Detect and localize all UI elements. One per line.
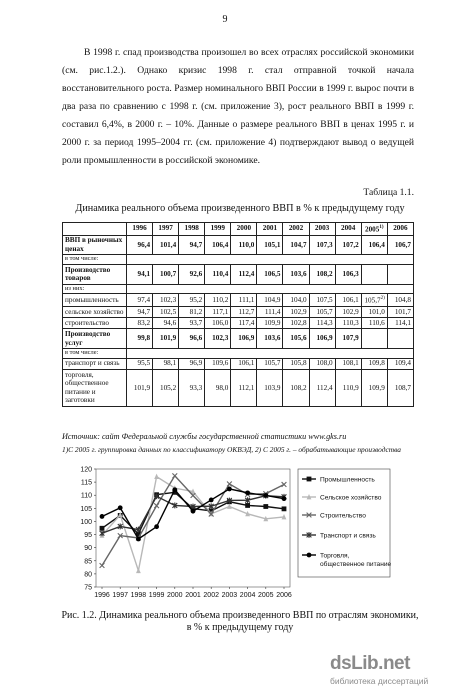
paragraph-text: В 1998 г. спад производства произошел во всех отраслях российской экономики (см. рис.1.2.). Однако кризис 1998 г. стал отправной точкой начала восстановительного роста. Размер номинального ВВП России в 1999 г. вырос почти в два раза по сравнению с 1998 г. (см. приложение 3), рост реального ВВП в 1999 г. составил 6,4%, в 2000 г. – 10%. Данные о размере реального ВВП в ценах 1995 г. и 2000 г. за период 1995–2004 гг. (см. приложение 4) подтверждают вывод о ведущей роли промышленности в российской экономике. <box>62 47 414 166</box>
value-cell: 105,7$^{2)}$ <box>361 294 387 307</box>
gdp-line-chart <box>72 463 392 609</box>
value-cell: 117,1 <box>205 306 231 317</box>
table-label: Таблица 1.1. <box>363 187 414 198</box>
series-3-point <box>227 482 232 487</box>
series-5-point <box>245 490 250 495</box>
value-cell: 101,9 <box>153 329 179 349</box>
series-1-point <box>282 506 287 511</box>
value-cell: 114,3 <box>309 318 335 329</box>
series-5-point <box>136 537 141 542</box>
table-row <box>63 358 414 369</box>
value-cell: 108,0 <box>309 358 335 369</box>
value-cell: 106,4 <box>205 235 231 255</box>
series-2-point <box>136 568 141 573</box>
value-cell: 106,1 <box>335 294 361 307</box>
value-cell <box>387 264 413 284</box>
series-2-point <box>154 474 159 479</box>
value-cell: 106,3 <box>335 264 361 284</box>
y-tick-label: 100 <box>80 518 92 526</box>
value-cell: 103,9 <box>257 369 283 406</box>
value-cell: 95,2 <box>179 294 205 307</box>
year-header-2004: 2004 <box>335 223 361 236</box>
value-cell: 97,4 <box>127 294 153 307</box>
series-3-point <box>172 473 177 478</box>
value-cell: 105,7 <box>257 358 283 369</box>
value-cell: 110,3 <box>335 318 361 329</box>
value-cell: 102,3 <box>205 329 231 349</box>
value-cell: 106,1 <box>231 358 257 369</box>
value-cell: 106,5 <box>257 264 283 284</box>
value-cell: 112,1 <box>231 369 257 406</box>
table-row <box>63 349 414 359</box>
value-cell: 112,7 <box>231 306 257 317</box>
value-cell: 106,7 <box>387 235 413 255</box>
value-cell: 111,4 <box>257 306 283 317</box>
x-tick-label: 2000 <box>167 592 183 599</box>
value-cell: 101,9 <box>127 369 153 406</box>
value-cell: 103,6 <box>257 329 283 349</box>
row-label: в том числе: <box>63 255 127 265</box>
value-cell: 105,7 <box>309 306 335 317</box>
series-line-4 <box>102 496 284 533</box>
year-header-1999: 1999 <box>205 223 231 236</box>
value-cell: 109,9 <box>361 369 387 406</box>
cell-footnote-mark: 2) <box>380 296 385 302</box>
value-cell: 98,1 <box>153 358 179 369</box>
value-cell: 105,2 <box>153 369 179 406</box>
value-cell: 94,6 <box>153 318 179 329</box>
value-cell: 81,2 <box>179 306 205 317</box>
x-tick-label: 1996 <box>94 592 110 599</box>
gdp-table <box>62 222 414 407</box>
value-cell: 109,8 <box>361 358 387 369</box>
value-cell: 102,9 <box>283 306 309 317</box>
x-tick-label: 1999 <box>148 592 165 599</box>
row-label: сельское хозяйство <box>63 306 127 317</box>
footnote: 1)С 2005 г. группировка данных по классификатору ОКВЭД, 2) С 2005 г. – обрабатывающие производства <box>62 445 401 454</box>
value-cell: 117,4 <box>231 318 257 329</box>
series-3-point <box>100 563 105 568</box>
series-5-point <box>154 524 159 529</box>
value-cell: 102,9 <box>335 306 361 317</box>
x-tick-label: 2006 <box>276 592 292 599</box>
value-cell: 110,6 <box>361 318 387 329</box>
body-paragraph <box>62 44 414 170</box>
value-cell: 96,4 <box>127 235 153 255</box>
x-tick-label: 1997 <box>112 592 128 599</box>
value-cell: 101,7 <box>387 306 413 317</box>
y-tick-label: 80 <box>84 571 92 579</box>
value-cell: 99,8 <box>127 329 153 349</box>
year-header-2002: 2002 <box>283 223 309 236</box>
table-row <box>63 329 414 349</box>
row-label: промышленность <box>63 294 127 307</box>
figure-caption: Рис. 1.2. Динамика реального объема произведенного ВВП по отраслям экономики, в % к предыдущему году <box>61 610 419 633</box>
year-header-1996: 1996 <box>127 223 153 236</box>
empty-span-cell <box>127 255 414 265</box>
y-tick-label: 85 <box>84 558 92 566</box>
year-header-2003: 2003 <box>309 223 335 236</box>
y-tick-label: 75 <box>84 584 92 592</box>
series-5-point <box>227 487 232 492</box>
value-cell: 109,6 <box>205 358 231 369</box>
value-cell: 94,1 <box>127 264 153 284</box>
watermark-logo <box>330 653 440 691</box>
table-row <box>63 306 414 317</box>
row-label: из них: <box>63 284 127 294</box>
table-row <box>63 318 414 329</box>
series-5-point <box>100 514 105 519</box>
row-label: Производство услуг <box>63 329 127 349</box>
legend-label: Промышленность <box>320 476 375 484</box>
value-cell: 110,4 <box>205 264 231 284</box>
value-cell: 107,9 <box>335 329 361 349</box>
x-tick-label: 2004 <box>239 592 256 599</box>
year-header-1998: 1998 <box>179 223 205 236</box>
y-tick-label: 105 <box>80 505 92 513</box>
value-cell: 102,8 <box>283 318 309 329</box>
series-5-point <box>118 505 123 510</box>
value-cell: 83,2 <box>127 318 153 329</box>
value-cell: 95,5 <box>127 358 153 369</box>
table-row <box>63 294 414 307</box>
series-1-point <box>245 503 250 508</box>
table-caption: Динамика реального объема произведенного ВВП в % к предыдущему году <box>75 203 405 214</box>
value-cell: 98,0 <box>205 369 231 406</box>
value-cell: 105,1 <box>257 235 283 255</box>
value-cell: 112,4 <box>231 264 257 284</box>
value-cell: 104,7 <box>283 235 309 255</box>
series-5-point <box>209 498 214 503</box>
table-row <box>63 264 414 284</box>
watermark-tagline: библиотека диссертаций <box>330 676 429 686</box>
value-cell <box>387 329 413 349</box>
source-note: Источник: сайт Федеральной службы государственной статистики www.gks.ru <box>62 432 347 441</box>
watermark-brand: dsLib.net <box>330 653 410 674</box>
y-tick-label: 120 <box>80 466 92 474</box>
value-cell: 102,3 <box>153 294 179 307</box>
year-header-2006: 2006 <box>387 223 413 236</box>
value-cell: 108,1 <box>335 358 361 369</box>
y-tick-label: 115 <box>80 479 92 487</box>
value-cell: 106,0 <box>205 318 231 329</box>
value-cell <box>361 264 387 284</box>
row-label: строительство <box>63 318 127 329</box>
year-footnote-mark: 1) <box>379 224 384 230</box>
x-tick-label: 2003 <box>221 592 238 599</box>
x-tick-label: 1998 <box>130 592 147 599</box>
value-cell: 114,1 <box>387 318 413 329</box>
series-1-point <box>263 504 268 509</box>
legend-label: общественное питание <box>320 561 392 568</box>
table-row <box>63 255 414 265</box>
row-label: торговля, общественное питание и заготовки <box>63 369 127 406</box>
value-cell: 107,5 <box>309 294 335 307</box>
year-header-2001: 2001 <box>257 223 283 236</box>
legend-swatch-marker <box>307 477 312 482</box>
table-header-row <box>63 223 414 236</box>
value-cell: 101,4 <box>153 235 179 255</box>
row-label: ВВП в рыночных ценах <box>63 235 127 255</box>
x-tick-label: 2005 <box>258 592 274 599</box>
value-cell: 107,2 <box>335 235 361 255</box>
value-cell: 105,8 <box>283 358 309 369</box>
series-5-point <box>282 496 287 501</box>
legend-label: Сельское хозяйство <box>320 494 382 502</box>
value-cell <box>361 329 387 349</box>
value-cell: 110,9 <box>335 369 361 406</box>
value-cell: 106,4 <box>361 235 387 255</box>
value-cell: 104,8 <box>387 294 413 307</box>
x-tick-label: 2002 <box>203 592 219 599</box>
empty-span-cell <box>127 349 414 359</box>
row-label: Производство товаров <box>63 264 127 284</box>
y-tick-label: 110 <box>80 492 92 500</box>
x-tick-label: 2001 <box>185 592 201 599</box>
table-corner-cell <box>63 223 127 236</box>
value-cell: 96,9 <box>179 358 205 369</box>
value-cell: 106,9 <box>231 329 257 349</box>
series-3-point <box>282 482 287 487</box>
empty-span-cell <box>127 284 414 294</box>
legend-label: Транспорт и связь <box>320 532 376 540</box>
series-5-point <box>191 509 196 514</box>
value-cell: 101,0 <box>361 306 387 317</box>
value-cell: 108,2 <box>309 264 335 284</box>
table-row <box>63 235 414 255</box>
value-cell: 102,5 <box>153 306 179 317</box>
value-cell: 94,7 <box>179 235 205 255</box>
value-cell: 105,6 <box>283 329 309 349</box>
value-cell: 96,6 <box>179 329 205 349</box>
row-label: в том числе: <box>63 349 127 359</box>
value-cell: 107,3 <box>309 235 335 255</box>
series-1-point <box>100 526 105 531</box>
table-row <box>63 369 414 406</box>
value-cell: 106,9 <box>309 329 335 349</box>
value-cell: 94,7 <box>127 306 153 317</box>
legend-label: Строительство <box>320 512 366 520</box>
page-number: 9 <box>222 14 228 25</box>
value-cell: 100,7 <box>153 264 179 284</box>
value-cell: 110,2 <box>205 294 231 307</box>
value-cell: 109,4 <box>387 358 413 369</box>
y-tick-label: 95 <box>84 532 92 540</box>
series-5-point <box>172 487 177 492</box>
value-cell: 111,1 <box>231 294 257 307</box>
value-cell: 92,6 <box>179 264 205 284</box>
table-row <box>63 284 414 294</box>
value-cell: 110,0 <box>231 235 257 255</box>
row-label: транспорт и связь <box>63 358 127 369</box>
legend-swatch-marker <box>307 553 312 558</box>
value-cell: 108,7 <box>387 369 413 406</box>
year-header-2000: 2000 <box>231 223 257 236</box>
value-cell: 93,7 <box>179 318 205 329</box>
legend-label: Торговля, <box>320 552 350 560</box>
series-3-point <box>154 503 159 508</box>
year-header-1997: 1997 <box>153 223 179 236</box>
value-cell: 93,3 <box>179 369 205 406</box>
value-cell: 103,6 <box>283 264 309 284</box>
value-cell: 104,9 <box>257 294 283 307</box>
series-2-point <box>227 503 232 508</box>
value-cell: 109,9 <box>257 318 283 329</box>
series-5-point <box>263 493 268 498</box>
year-header-2005: 2005$^{1)}$ <box>361 223 387 236</box>
value-cell: 104,0 <box>283 294 309 307</box>
value-cell: 112,4 <box>309 369 335 406</box>
y-tick-label: 90 <box>84 545 92 553</box>
value-cell: 108,2 <box>283 369 309 406</box>
